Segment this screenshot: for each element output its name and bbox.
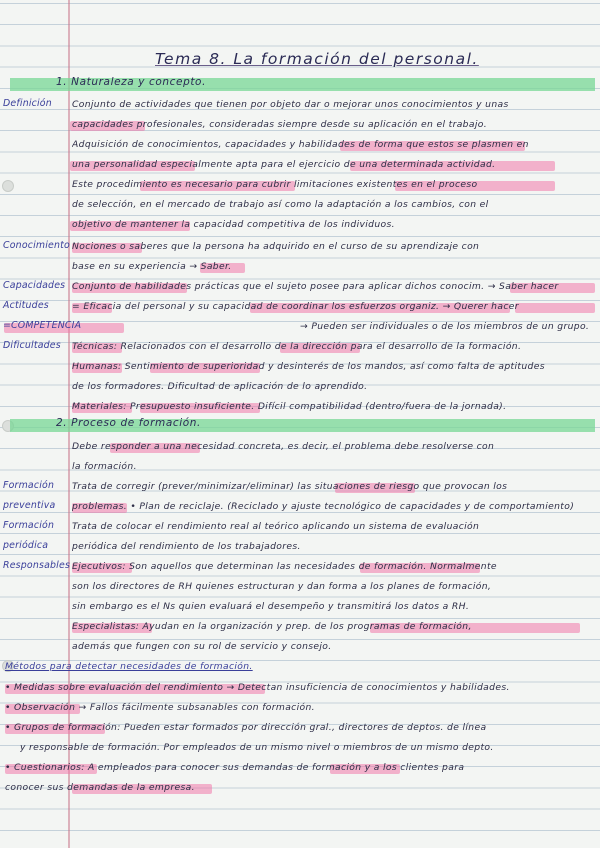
text-line: de los formadores. Dificultad de aplicación de lo aprendido. [72,381,368,392]
text-line: base en su experiencia → Saber. [72,261,232,272]
text-line: • Grupos de formación: Pueden estar formados por dirección gral., directores de deptos. de línea [5,722,487,733]
text-line: → Pueden ser individuales o de los miembros de un grupo. [300,321,590,332]
binder-hole [2,180,14,192]
text-line: Debe responder a una necesidad concreta, es decir, el problema debe resolverse con [72,441,495,452]
margin-label: Actitudes [3,300,49,311]
methods-heading: Métodos para detectar necesidades de formación. [5,661,253,672]
section-heading: 1. Naturaleza y concepto. [56,76,207,88]
text-line: Especialistas: Ayudan en la organización y prep. de los programas de formación, [72,621,472,632]
margin-label: =COMPETENCIA [3,320,82,331]
text-line: Nociones o saberes que la persona ha adquirido en el curso de su aprendizaje con [72,241,480,252]
text-line: son los directores de RH quienes estructuran y dan forma a los planes de formación, [72,581,492,592]
margin-label: Formación [3,520,55,531]
text-line: Humanas: Sentimiento de superioridad y desinterés de los mandos, así como falta de aptitudes [72,361,545,372]
text-line: además que fungen con su rol de servicio y consejo. [72,641,332,652]
text-line: Ejecutivos: Son aquellos que determinan las necesidades de formación. Normalmente [72,561,497,572]
text-line: Este procedimiento es necesario para cubrir limitaciones existentes en el proceso [72,179,478,190]
margin-label: Conocimiento [3,240,70,251]
text-line: Técnicas: Relacionados con el desarrollo de la dirección para el desarrollo de la formación. [72,341,522,352]
margin-label: Formación [3,480,55,491]
margin-label: Definición [3,98,52,109]
text-line: Adquisición de conocimientos, capacidades y habilidades de forma que estos se plasmen en [72,139,529,150]
text-line: Conjunto de actividades que tienen por objeto dar o mejorar unos conocimientos y unas [72,99,509,110]
text-line: objetivo de mantener la capacidad competitiva de los individuos. [72,219,395,230]
text-line: • Observación → Fallos fácilmente subsanables con formación. [5,702,315,713]
text-line: la formación. [72,461,137,472]
text-line: periódica del rendimiento de los trabajadores. [72,541,301,552]
text-line: • Cuestionarios: A empleados para conocer sus demandas de formación y a los clientes para [5,762,465,773]
margin-label: Capacidades [3,280,66,291]
text-line: Trata de colocar el rendimiento real al teórico aplicando un sistema de evaluación [72,521,480,532]
text-line: capacidades profesionales, consideradas siempre desde su aplicación en el trabajo. [72,119,487,130]
margin-label: preventiva [3,500,56,511]
margin-label: Responsables [3,560,71,571]
text-line: sin embargo es el Ns quien evaluará el desempeño y transmitirá los datos a RH. [72,601,470,612]
text-line: Trata de corregir (prever/minimizar/eliminar) las situaciones de riesgo que provocan los [72,481,508,492]
margin-label: Dificultades [3,340,61,351]
text-line: Conjunto de habilidades prácticas que el sujeto posee para aplicar dichos conocim. → Saber hacer [72,281,559,292]
text-line: conocer sus demandas de la empresa. [5,782,195,793]
text-line: = Eficacia del personal y su capacidad de coordinar los esfuerzos organiz. → Querer hacer [72,301,519,312]
text-line: • Medidas sobre evaluación del rendimiento → Detectan insuficiencia de conocimientos y habilidades. [5,682,510,693]
section-heading: 2. Proceso de formación. [56,417,201,429]
text-line: problemas. • Plan de reciclaje. (Reciclado y ajuste tecnológico de capacidades y de comportamiento) [72,501,575,512]
text-line: de selección, en el mercado de trabajo así como la adaptación a los cambios, con el [72,199,489,210]
text-line: y responsable de formación. Por empleados de un mismo nivel o miembros de un mismo depto. [20,742,494,753]
text-line: una personalidad especialmente apta para el ejercicio de una determinada actividad. [72,159,496,170]
text-line: Materiales: Presupuesto insuficiente. Difícil compatibilidad (dentro/fuera de la jornada). [72,401,507,412]
page-title: Tema 8. La formación del personal. [155,50,479,68]
margin-label: periódica [3,540,49,551]
